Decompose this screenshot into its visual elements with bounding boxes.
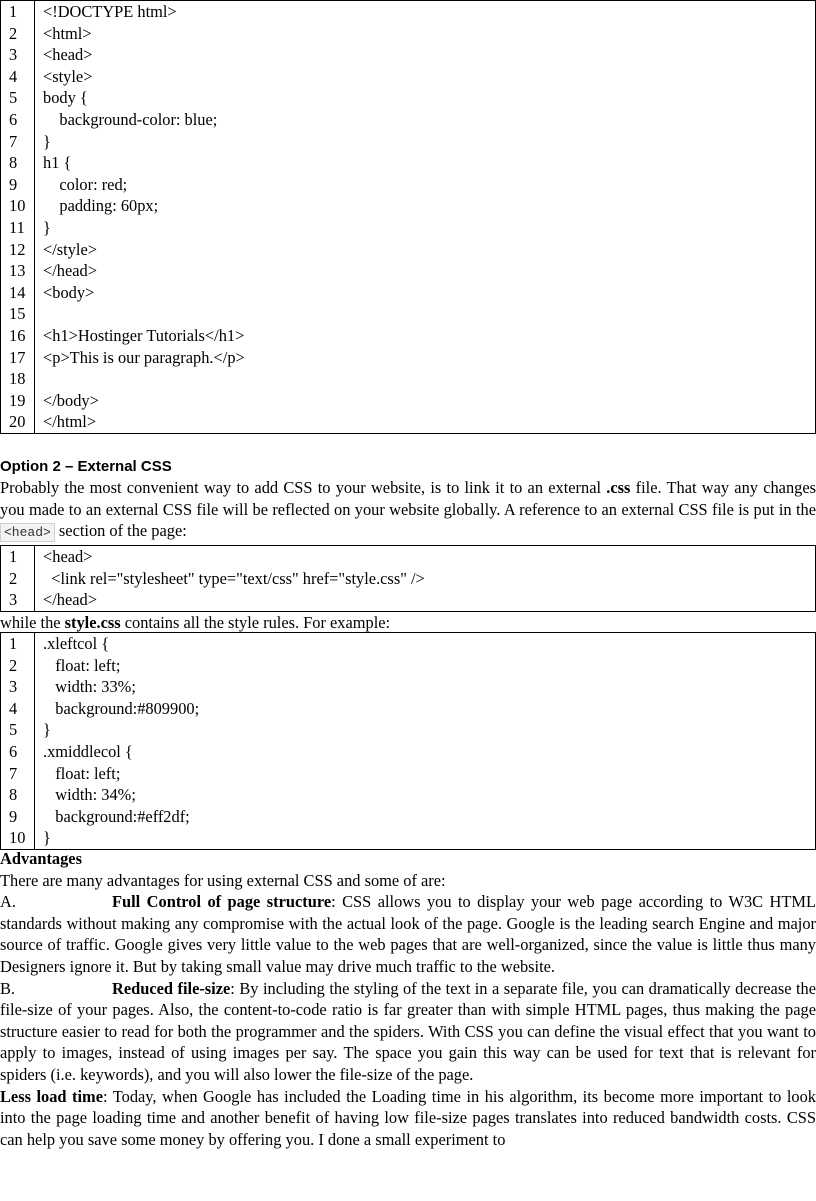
code-text: h1 { [43, 153, 72, 173]
code-line [1, 260, 816, 282]
code-line [1, 174, 816, 196]
line-number: 4 [1, 698, 35, 720]
code-line [1, 676, 816, 698]
code-line [1, 325, 816, 347]
code-line [1, 763, 816, 785]
line-number: 5 [1, 87, 35, 109]
code-text: } [43, 828, 51, 848]
code-line [1, 368, 816, 390]
while-bold-stylecss: style.css [64, 613, 121, 632]
code-line [1, 1, 816, 23]
less-load-paragraph [0, 1086, 816, 1151]
line-number: 3 [1, 589, 35, 611]
code-line [1, 87, 816, 109]
line-number: 1 [1, 546, 35, 568]
line-number: 20 [1, 411, 35, 433]
code-line [1, 589, 816, 611]
line-number: 7 [1, 763, 35, 785]
code-text: width: 33%; [43, 677, 136, 697]
code-text: float: left; [43, 655, 121, 675]
item-b-title: Reduced file-size [112, 978, 231, 998]
code-text [35, 303, 816, 325]
line-number: 5 [1, 719, 35, 741]
advantage-item-a [0, 891, 816, 977]
code-line [1, 827, 816, 849]
code-line [1, 195, 816, 217]
advantages-section [0, 848, 816, 1150]
code-text: background-color: blue; [43, 109, 218, 129]
section-heading-option-2: Option 2 – External CSS [0, 458, 172, 475]
inline-code-head: <head> [0, 523, 55, 542]
code-line [1, 131, 816, 153]
line-number: 10 [1, 195, 35, 217]
advantage-item-b [0, 978, 816, 1086]
line-number: 1 [1, 1, 35, 23]
code-line [1, 568, 816, 590]
while-text-1: while the [0, 613, 65, 632]
line-number: 8 [1, 784, 35, 806]
line-number: 13 [1, 260, 35, 282]
code-line [1, 282, 816, 304]
line-number: 7 [1, 131, 35, 153]
code-line [1, 411, 816, 433]
line-number: 8 [1, 152, 35, 174]
code-line [1, 806, 816, 828]
intro-text-2: file. That way any changes you made to an external CSS file will be reflected on your website globally. A reference to an external CSS file is put in the [0, 478, 816, 519]
code-line [1, 23, 816, 45]
code-block-style-rules [0, 632, 816, 850]
code-text: background:#eff2df; [43, 806, 190, 826]
line-number: 9 [1, 806, 35, 828]
code-text: </head> [43, 590, 97, 610]
less-load-title: Less load time [0, 1086, 103, 1106]
line-number: 12 [1, 239, 35, 261]
code-text [35, 368, 816, 390]
code-text: padding: 60px; [43, 196, 159, 216]
code-text: <!DOCTYPE html> [43, 2, 177, 21]
intro-text-3: section of the page: [54, 521, 187, 541]
line-number: 17 [1, 347, 35, 369]
code-line [1, 303, 816, 325]
code-text: <head> [43, 547, 93, 566]
intro-text-1: Probably the most convenient way to add CSS to your website, is to link it to an external [0, 478, 607, 497]
code-text: <body> [43, 282, 95, 302]
item-a-title: Full Control of page structure [112, 892, 332, 912]
code-text: <h1>Hostinger Tutorials</h1> [43, 325, 245, 345]
code-text: <head> [43, 45, 93, 65]
code-text: <p>This is our paragraph.</p> [43, 347, 245, 367]
line-number: 6 [1, 741, 35, 763]
code-text: </body> [43, 390, 99, 410]
code-line [1, 784, 816, 806]
code-line [1, 655, 816, 677]
code-line [1, 66, 816, 88]
code-text: } [43, 131, 51, 151]
intro-bold-css: .css [606, 478, 631, 497]
code-line [1, 698, 816, 720]
code-text: .xmiddlecol { [43, 741, 133, 761]
less-load-text: : Today, when Google has included the Loading time in his algorithm, its become more important to look into the page loading time and another benefit of having low file-size pages translates into reduced bandwidth costs. CSS can help you save some money by offering you. I done a small experiment to [0, 1086, 816, 1149]
item-b-text: : By including the styling of the text in a separate file, you can dramatically decrease the file-size of your pages. Also, the content-to-code ratio is far greater than with simple HTML pages, thus making the page structure easier to read for both the programmer and the spiders. With CSS you can define the visual effect that you want to apply to images, instead of using images per say. The space you gain this way can be used for text that is relevant for spiders (i.e. keywords), and you will also lower the file-size of the page. [0, 978, 816, 1084]
while-line [0, 612, 816, 634]
code-text: </style> [43, 239, 97, 259]
line-number: 15 [1, 303, 35, 325]
line-number: 10 [1, 827, 35, 849]
code-text: body { [43, 88, 88, 108]
advantages-heading: Advantages [0, 849, 82, 868]
code-block-inline-css [0, 0, 816, 434]
code-text: } [43, 720, 51, 740]
item-b-letter: B. [0, 978, 16, 998]
line-number: 3 [1, 44, 35, 66]
code-line [1, 44, 816, 66]
code-text: float: left; [43, 763, 121, 783]
line-number: 11 [1, 217, 35, 239]
code-text: .xleftcol { [43, 634, 110, 653]
code-text: </html> [43, 412, 97, 432]
code-line [1, 741, 816, 763]
item-a-letter: A. [0, 892, 16, 912]
code-line [1, 719, 816, 741]
code-line [1, 390, 816, 412]
line-number: 19 [1, 390, 35, 412]
line-number: 2 [1, 23, 35, 45]
advantages-intro: There are many advantages for using external CSS and some of are: [0, 870, 446, 890]
code-text: <html> [43, 23, 92, 43]
line-number: 6 [1, 109, 35, 131]
line-number: 1 [1, 633, 35, 655]
line-number: 2 [1, 568, 35, 590]
line-number: 2 [1, 655, 35, 677]
code-text: background:#809900; [43, 698, 200, 718]
code-line [1, 546, 816, 568]
code-line [1, 239, 816, 261]
line-number: 3 [1, 676, 35, 698]
line-number: 18 [1, 368, 35, 390]
code-line [1, 347, 816, 369]
code-line [1, 152, 816, 174]
code-text: color: red; [43, 174, 128, 194]
code-text: </head> [43, 261, 97, 281]
code-line [1, 109, 816, 131]
intro-paragraph [0, 477, 816, 544]
line-number: 4 [1, 66, 35, 88]
code-text: <link rel="stylesheet" type="text/css" href="style.css" /> [43, 568, 425, 588]
while-text-2: contains all the style rules. For example: [120, 613, 391, 632]
line-number: 16 [1, 325, 35, 347]
code-line [1, 633, 816, 655]
code-text: width: 34%; [43, 785, 136, 805]
code-text: } [43, 217, 51, 237]
item-a-text: : CSS allows you to display your web page according to W3C HTML standards without making any compromise with the actual look of the page. Google is the leading search Engine and major source of traffic. Google gives very little value to the web pages that are well-organized, since the value is little thus many Designers ignore it. But by taking small value may drive much traffic to the website. [0, 892, 816, 976]
code-block-link-tag [0, 545, 816, 612]
code-line [1, 217, 816, 239]
line-number: 14 [1, 282, 35, 304]
code-text: <style> [43, 66, 93, 86]
line-number: 9 [1, 174, 35, 196]
